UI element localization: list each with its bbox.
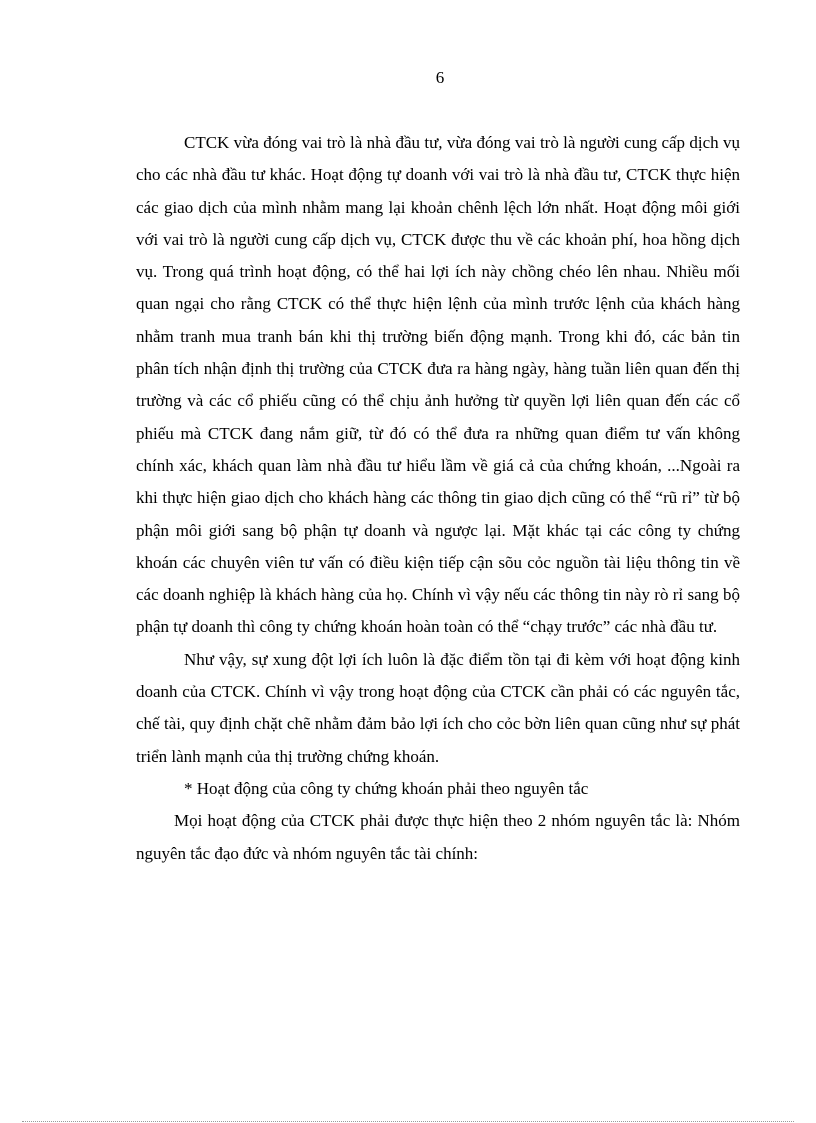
document-body: [136, 127, 740, 870]
page-number: 6: [435, 68, 445, 87]
section-heading-principles: * Hoạt động của công ty chứng khoán phải theo nguyên tắc: [184, 778, 589, 798]
paragraph-conclusion: Như vậy, sự xung đột lợi ích luôn là đặc điểm tồn tại đi kèm với hoạt động kinh doanh của CTCK. Chính vì vậy trong hoạt động của CTCK cần phải có các nguyên tắc, chế tài, quy định chặt chẽ nhằm đảm bảo lợi ích cho cỏc bờn liên quan cũng như sự phát triển lành mạnh của thị trường chứng khoán.: [136, 649, 740, 766]
paragraph-conflict-of-interest: CTCK vừa đóng vai trò là nhà đầu tư, vừa đóng vai trò là người cung cấp dịch vụ cho các nhà đầu tư khác. Hoạt động tự doanh với vai trò là nhà đầu tư, CTCK thực hiện các giao dịch của mình nhằm mang lại khoản chênh lệch lớn nhất. Hoạt động môi giới với vai trò là người cung cấp dịch vụ, CTCK được thu về các khoản phí, hoa hồng dịch vụ. Trong quá trình hoạt động, có thể hai lợi ích này chồng chéo lên nhau. Nhiều mối quan ngại cho rằng CTCK có thể thực hiện lệnh của mình trước lệnh của khách hàng nhằm tranh mua tranh bán khi thị trường biến động mạnh. Trong khi đó, các bản tin phân tích nhận định thị trường của CTCK đưa ra hàng ngày, hàng tuần liên quan đến thị trường và các cổ phiếu cũng có thể chịu ảnh hưởng từ quyền lợi liên quan đến các cổ phiếu mà CTCK đang nắm giữ, từ đó có thể đưa ra những quan điểm tư vấn không chính xác, khách quan làm nhà đầu tư hiểu lầm về giá cả của chứng khoán, ...Ngoài ra khi thực hiện giao dịch cho khách hàng các thông tin giao dịch cũng có thể “rũ rỉ” từ bộ phận môi giới sang bộ phận tự doanh và ngược lại. Mặt khác tại các công ty chứng khoán các chuyên viên tư vấn có điều kiện tiếp cận sõu cỏc nguồn tài liệu thông tin về các doanh nghiệp là khách hàng của họ. Chính vì vậy nếu các thông tin này rò rỉ sang bộ phận tự doanh thì công ty chứng khoán hoàn toàn có thể “chạy trước” các nhà đầu tư.: [136, 133, 740, 637]
page-bottom-divider: [22, 1121, 794, 1122]
paragraph-principle-groups: Mọi hoạt động của CTCK phải được thực hiện theo 2 nhóm nguyên tắc là: Nhóm nguyên tắc đạo đức và nhóm nguyên tắc tài chính:: [136, 811, 740, 863]
